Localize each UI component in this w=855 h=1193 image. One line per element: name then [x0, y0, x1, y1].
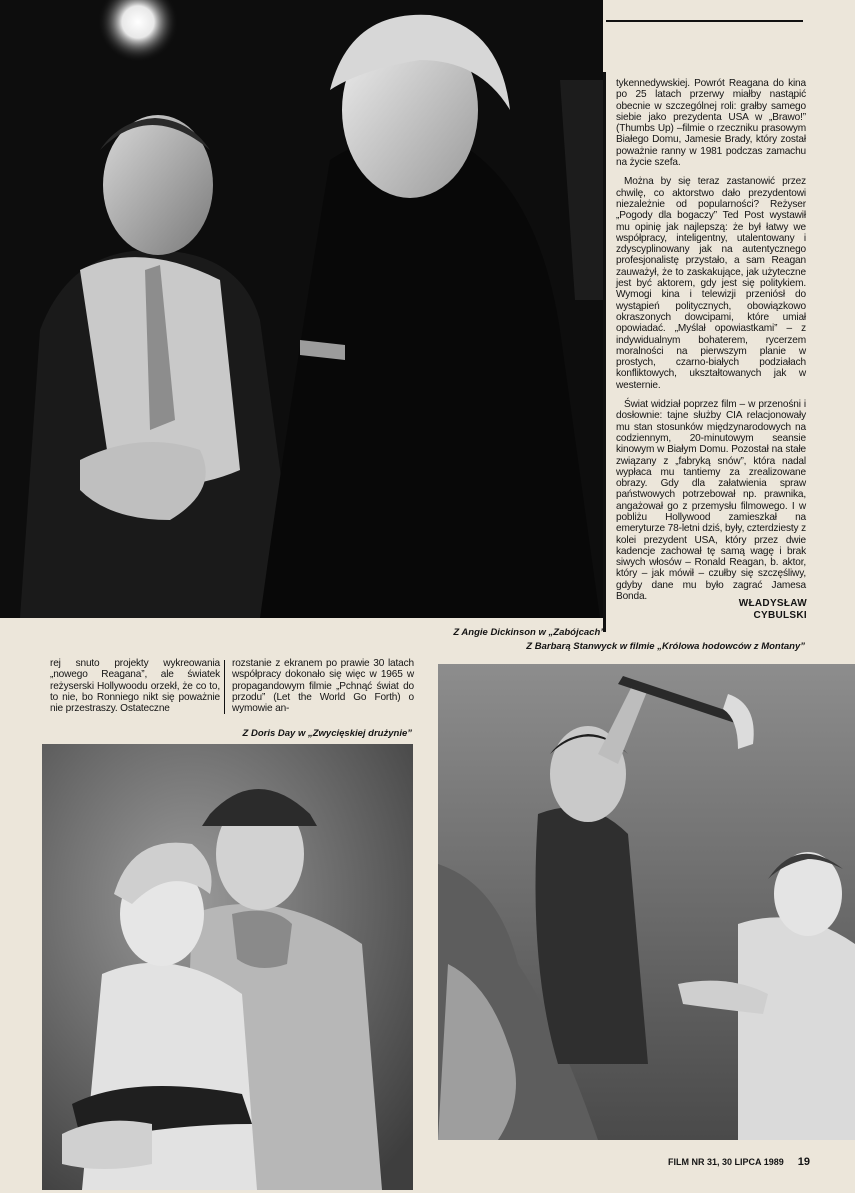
photo-reagan-doris-day	[42, 744, 413, 1190]
column-divider	[603, 72, 606, 632]
photo-reagan-doris-day-image	[42, 744, 413, 1190]
author-signature	[739, 598, 807, 622]
author-last-name: CYBULSKI	[753, 610, 807, 621]
issue-info: FILM NR 31, 30 LIPCA 1989	[668, 1157, 784, 1167]
article-paragraph-2: Można by się teraz zastanowić przez chwilę, co aktorstwo dało prezydentowi niezależnie od popularności? Reżyser „Pogody dla bogaczy” Ted Post wystawił mu opinię jak najlepszą: że był łatwy we współpracy, inteligentny, utalentowany i zdyscyplinowany jak na autentycznego profesjonalistę przystało, a sam Reagan zauważył, że to zaskakujące, jak użyteczne jest być aktorem, gdy jest się politykiem. Wymogi kina i telewizji przeniósł do wystąpień politycznych, obowiązkowo okraszonych dowcipami, które umiał opowiadać. „Myślał opowiastkami” – z indywidualnym bohaterem, rycerzem moralności na pierwszym planie w prostych, czarno-białych podziałach konfliktowych, ukształtowanych jak w westernie.	[616, 176, 806, 391]
photo-reagan-stanwyck	[438, 664, 855, 1140]
bottom-text-left: rej snuto projekty wykreowania „nowego Reagana”, ale światek reżyserski Hollywoodu orzekł, że co to, to nie, bo Ronniego nikt się poważnie nie przestraszy. Ostateczne	[50, 658, 220, 715]
photo-reagan-dickinson-image	[0, 0, 603, 618]
bottom-text-right: rozstanie z ekranem po prawie 30 latach współpracy dokonało się więc w 1965 w propagandowym filmie „Pchnąć świat do przodu” (Let the World Go Forth) o wymowie an-	[232, 658, 414, 715]
author-first-name: WŁADYSŁAW	[738, 598, 807, 609]
article-paragraph-3: Świat widział poprzez film – w przenośni i dosłownie: tajne służby CIA relacjonowały mu stan stosunków międzynarodowych na codziennym, 20-minutowym seansie kinowym w Białym Domu. Pozostał na stałe związany z „fabryką snów”, która nadal wypłaca mu tantiemy za zrealizowane obrazy. Gdy dla załatwienia spraw państwowych potrzebował np. prawnika, angażował go z przemysłu filmowego. I w pobliżu Hollywood zamieszkał na emeryturze 78-letni dziś, były, czterdziesty z kolei prezydent USA, który przez dwie kadencje zachował tę samą wagę i brak siwych włosów – Ronald Reagan, b. aktor, który – jak mówił – czułby się szczęśliwy, gdyby dane mu było zagrać Jamesa Bonda.	[616, 399, 806, 603]
bottom-column-divider	[224, 660, 225, 714]
photo-reagan-dickinson	[0, 0, 603, 618]
article-column	[616, 78, 806, 610]
photo-reagan-stanwyck-image	[438, 664, 855, 1140]
page-footer	[668, 1156, 810, 1168]
page-number: 19	[797, 1156, 810, 1168]
top-rule	[606, 20, 803, 22]
article-paragraph-1: tykennedywskiej. Powrót Reagana do kina po 25 latach przerwy miałby nastąpić obecnie w szczególnej roli: grałby samego siebie jako prezydenta USA w „Brawo!” (Thumbs Up) –filmie o rzeczniku prasowym Białego Domu, Jamesie Brady, który został poważnie ranny w 1981 podczas zamachu na życie szefa.	[616, 78, 806, 169]
caption-stanwyck: Z Barbarą Stanwyck w filmie „Królowa hodowców z Montany”	[526, 641, 805, 652]
caption-dickinson: Z Angie Dickinson w „Zabójcach”	[453, 627, 605, 638]
caption-day: Z Doris Day w „Zwycięskiej drużynie”	[242, 728, 412, 739]
